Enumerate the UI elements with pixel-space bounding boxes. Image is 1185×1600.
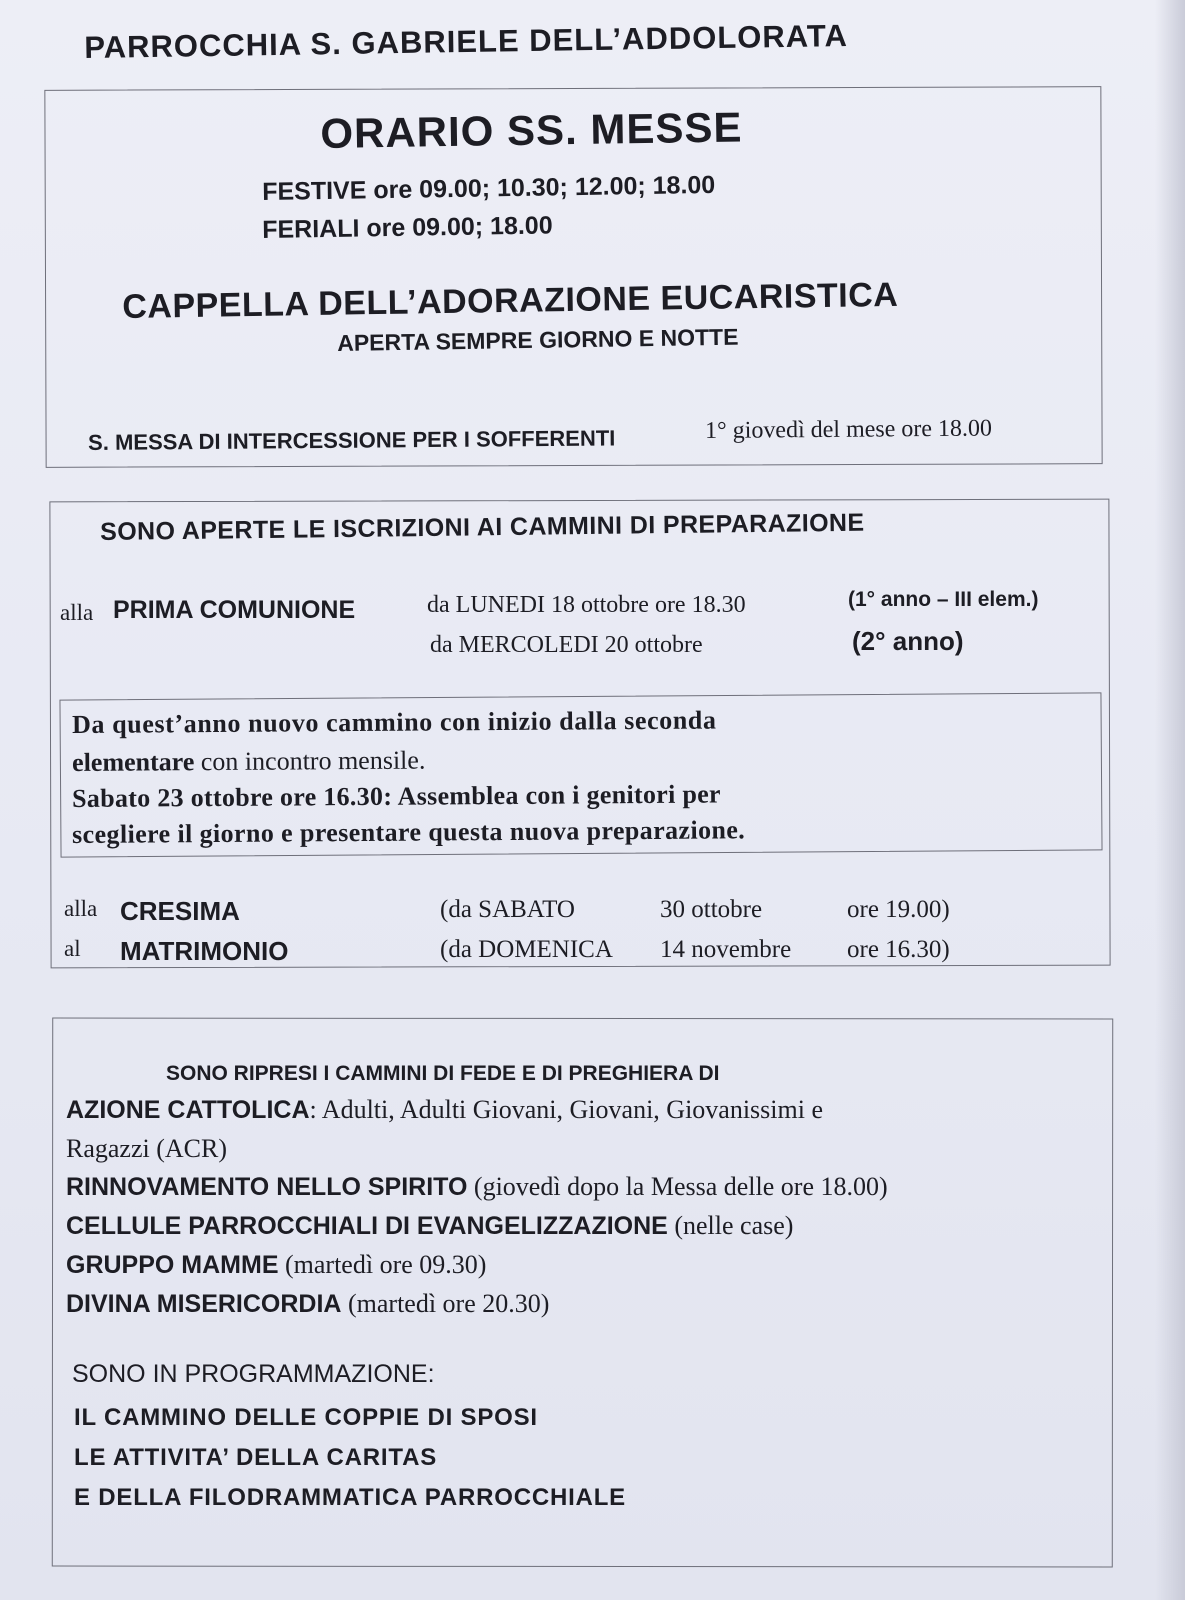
groups-title: SONO RIPRESI I CAMMINI DI FEDE E DI PREGHIERA DI [166,1062,720,1085]
notice-line-1: Da quest’anno nuovo cammino con inizio dalla seconda [72,705,717,739]
intercession-mass-when: 1° giovedì del mese ore 18.00 [705,415,993,444]
group-desc-cont: Ragazzi (ACR) [66,1134,228,1163]
group-desc: (nelle case) [667,1211,794,1240]
group-name: AZIONE CATTOLICA [66,1096,310,1124]
programming-item: E DELLA FILODRAMMATICA PARROCCHIALE [74,1484,626,1511]
group-name: GRUPPO MAMME [66,1251,279,1279]
marriage-day: (da DOMENICA [440,936,613,963]
group-name: DIVINA MISERICORDIA [66,1290,342,1318]
marriage-prefix: al [64,936,81,961]
marriage-label: MATRIMONIO [120,936,289,966]
group-cellule [66,1211,793,1241]
first-communion-label: PRIMA COMUNIONE [113,596,356,624]
first-communion-note-1: (1° anno – III elem.) [848,588,1039,611]
group-desc: (martedì ore 09.30) [278,1250,487,1279]
group-desc: (giovedì dopo la Messa delle ore 18.00) [467,1172,888,1201]
confirmation-time: ore 19.00) [847,896,950,923]
paper-edge-shadow [1155,0,1185,1600]
parish-title: PARROCCHIA S. GABRIELE DELL’ADDOLORATA [84,18,849,65]
notice-line-4: scegliere il giorno e presentare questa nuova preparazione. [72,815,746,849]
group-mamme [66,1250,486,1280]
group-desc: (martedì ore 20.30) [341,1289,550,1318]
group-name: RINNOVAMENTO NELLO SPIRITO [66,1173,468,1201]
group-name: CELLULE PARROCCHIALI DI EVANGELIZZAZIONE [66,1212,668,1240]
confirmation-label: CRESIMA [120,896,240,926]
notice-line-2-bold: elementare [72,747,195,777]
confirmation-day: (da SABATO [440,896,575,923]
group-divina-misericordia [66,1289,549,1319]
confirmation-date: 30 ottobre [660,896,763,923]
notice-line-2 [72,746,425,778]
group-desc: : Adulti, Adulti Giovani, Giovani, Giovanissimi e [309,1095,824,1124]
chapel-title: CAPPELLA DELL’ADORAZIONE EUCARISTICA [122,275,899,326]
enrollment-title: SONO APERTE LE ISCRIZIONI AI CAMMINI DI PREPARAZIONE [100,508,865,546]
group-azione-cattolica [66,1095,823,1125]
first-communion-prefix: alla [60,600,94,625]
intercession-mass-label: S. MESSA DI INTERCESSIONE PER I SOFFERENTI [88,425,616,455]
first-communion-note-2: (2° anno) [852,626,964,656]
chapel-subtitle: APERTA SEMPRE GIORNO E NOTTE [337,323,739,356]
group-azione-cattolica-cont [66,1134,227,1164]
programming-item: LE ATTIVITA’ DELLA CARITAS [74,1444,438,1471]
mass-schedule-title: ORARIO SS. MESSE [320,103,743,157]
marriage-time: ore 16.30) [847,936,950,963]
first-communion-start-1: da LUNEDI 18 ottobre ore 18.30 [427,592,746,618]
festive-schedule: FESTIVE ore 09.00; 10.30; 12.00; 18.00 [262,170,716,206]
programming-item: IL CAMMINO DELLE COPPIE DI SPOSI [74,1404,538,1431]
notice-line-3: Sabato 23 ottobre ore 16.30: Assemblea con i genitori per [72,779,721,813]
notice-line-2-rest: con incontro mensile. [194,745,426,777]
first-communion-start-2: da MERCOLEDI 20 ottobre [430,632,703,658]
feriali-schedule: FERIALI ore 09.00; 18.00 [262,211,553,244]
group-rinnovamento [66,1172,888,1202]
confirmation-prefix: alla [64,896,98,921]
marriage-date: 14 novembre [660,936,792,963]
programming-title: SONO IN PROGRAMMAZIONE: [72,1360,435,1388]
